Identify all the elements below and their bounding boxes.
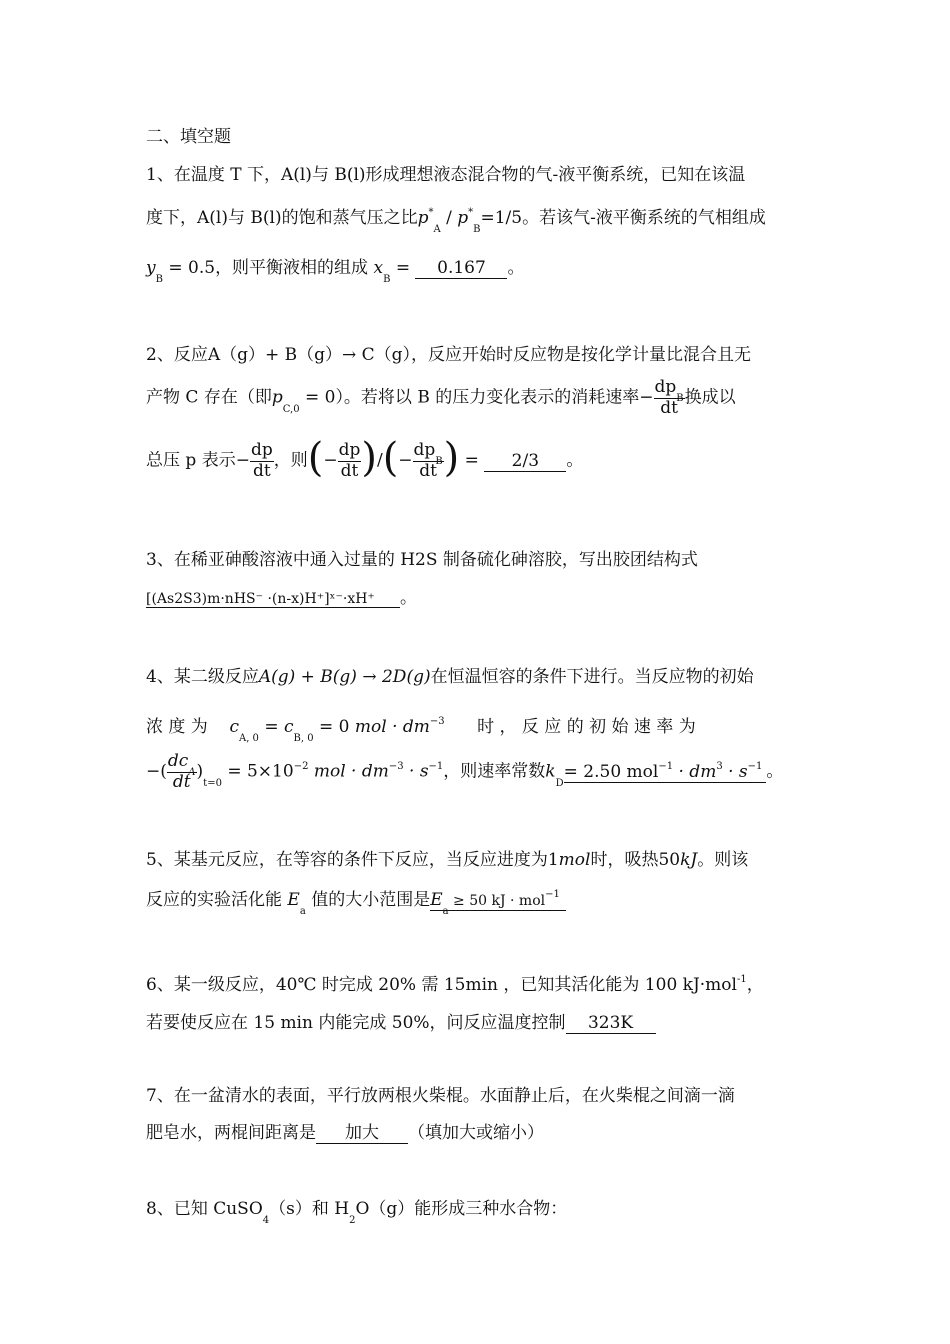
section-title: 二、填空题	[146, 127, 231, 147]
q7-line1: 7、在一盆清水的表面，平行放两根火柴棍。水面静止后，在火柴棍之间滴一滴	[146, 1086, 735, 1106]
q2-line2: 产物 C 存在（即$p_{C,0} = 0$）。若将以 B 的压力变化表示的消耗速率− $\frac{dp_B}{dt}$ 换成以	[146, 377, 736, 418]
q6-line2: 若要使反应在 15 min 内能完成 50%，问反应温度控制 323K	[146, 1008, 656, 1034]
q3-line2: [(As2S3)m·nHS⁻ ·(n-x)H⁺]ˣ⁻·xH⁺ 。	[146, 588, 417, 608]
q4-line2: 浓 度 为 $c_{A, 0} = c_{B, 0} = 0$ mol · $dm^{-3}$ 时 ， 反 应 的 初 始 速 率 为	[146, 716, 696, 744]
q5-line1: 5、某基元反应，在等容的条件下反应，当反应进度为1mol时，吸热50kJ。则该	[146, 850, 749, 870]
q4-answer: = 2.50 $mol^{-1} \cdot dm^3 \cdot s^{-1}$	[564, 762, 767, 783]
q1-line3: $y_B = 0.5$，则平衡液相的组成 $x_B = 0.167$ 。	[146, 258, 525, 285]
q1-answer: 0.167	[415, 258, 507, 279]
q7-line2: 肥皂水，两棍间距离是 加大 （填加大或缩小）	[146, 1118, 544, 1144]
q8-line1: 8、已知 CuSO$_4$（s）和 $H_2O(g)$能形成三种水合物：	[146, 1199, 568, 1226]
q4-line1: 4、某二级反应A(g) + B(g) → 2D(g)在恒温恒容的条件下进行。当反应物的初始	[146, 667, 754, 687]
q6-answer: 323K	[566, 1013, 656, 1034]
q5-line2: 反应的实验活化能 $E_a$ 值的大小范围是$E_a \ge 50$ kJ · mol$^{-1}$	[146, 885, 566, 911]
q4-line3: −( $\frac{dc_A}{dt}$ )$_{t=0} = 5\times 10^{-2}$ mol · $dm^{-3} \cdot s^{-1}$，则速率常数$k_D= 2.50$ $mol^{-1} \cdot dm^3 \cdot s^{-1}$ 。	[146, 751, 784, 792]
q1-line2: 度下，A(l)与 B(l)的饱和蒸气压之比$p^*_A / p^*_B=1/5$。若该气-液平衡系统的气相组成	[146, 207, 766, 235]
q7-answer: 加大	[316, 1118, 408, 1144]
q2-line3: 总压 p 表示− $\frac{dp}{dt}$ ，则(− $\frac{dp}{dt}$ )/(− $\frac{dp_B}{dt}$ ) = 2/3 。	[146, 435, 584, 481]
q3-line1: 3、在稀亚砷酸溶液中通入过量的 H2S 制备硫化砷溶胶，写出胶团结构式	[146, 550, 698, 570]
q2-line1: 2、反应A（g）+ B（g）→ C（g），反应开始时反应物是按化学计量比混合且无	[146, 345, 752, 365]
q6-line1: 6、某一级反应，40℃ 时完成 20% 需 15min ，已知其活化能为 100 kJ·mol$^{-1}$，	[146, 974, 764, 995]
q2-answer: 2/3	[484, 451, 566, 472]
q1-line1: 1、在温度 T 下，A(l)与 B(l)形成理想液态混合物的气-液平衡系统，已知在该温	[146, 165, 746, 185]
q3-answer: [(As2S3)m·nHS⁻ ·(n-x)H⁺]ˣ⁻·xH⁺	[146, 591, 400, 608]
q5-answer: $E_a \ge 50$ kJ · mol$^{-1}$	[430, 890, 566, 911]
